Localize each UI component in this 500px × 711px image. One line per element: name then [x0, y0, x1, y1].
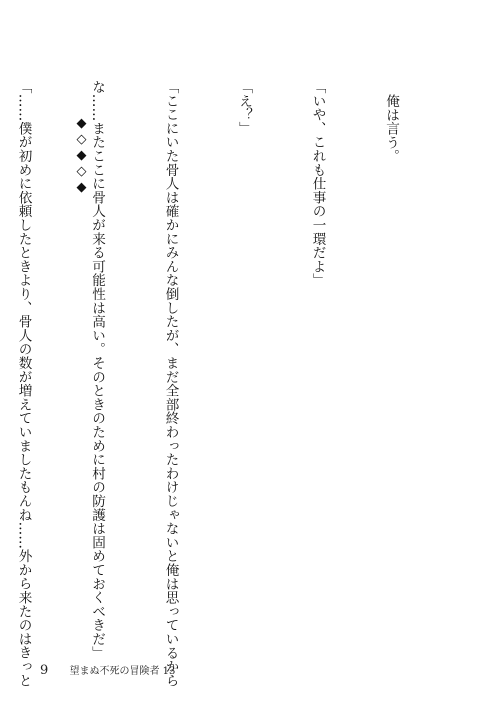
- text-line: 「いや、これも仕事の一環だよ」: [309, 80, 326, 287]
- page-number: 9: [40, 663, 49, 678]
- page-footer: [40, 662, 175, 678]
- text-line: 「……僕が初めに依頼したときより、骨人の数が増えていましたもんね……外から来たのはきっと: [15, 80, 32, 688]
- text-line: 「え？」: [236, 80, 252, 136]
- text-line: な……またここに骨人が来る可能性は高い。そのときのために村の防護は固めておくべきだ」: [89, 80, 105, 660]
- section-divider: ◆◇◆◇◆: [74, 116, 89, 196]
- text-line: 俺は言う。: [383, 93, 399, 163]
- text-line: 「ここにいた骨人は確かにみんな倒したが、まだ全部終わったわけじゃないと俺は思っているから: [162, 80, 179, 688]
- book-title: 望まぬ不死の冒険者 13: [69, 666, 176, 677]
